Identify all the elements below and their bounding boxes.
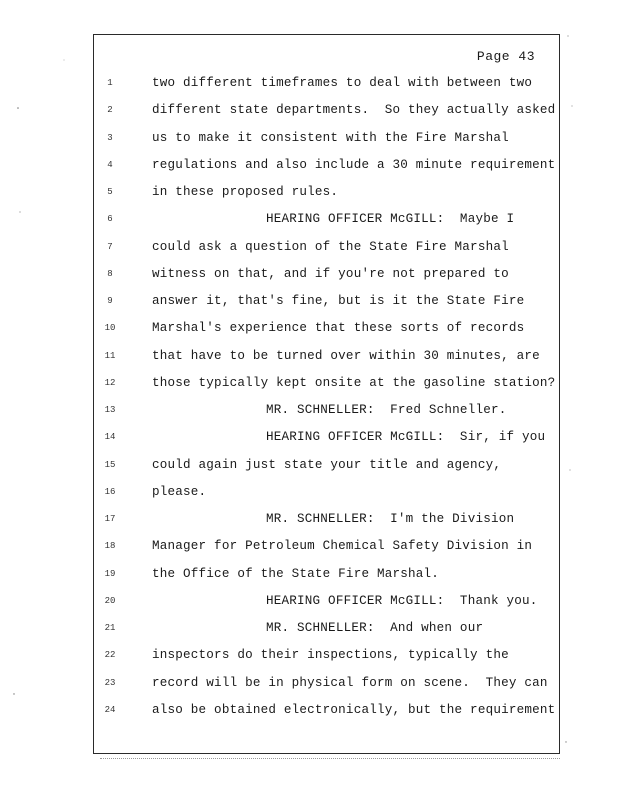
- line-number: 2: [107, 105, 113, 116]
- transcript-line: [94, 506, 559, 533]
- transcript-line: [94, 561, 559, 588]
- line-text: Manager for Petroleum Chemical Safety Division in: [152, 539, 533, 554]
- line-number: 23: [104, 677, 116, 688]
- transcript-line: [94, 206, 559, 233]
- transcript-line: [94, 97, 559, 124]
- line-number: 12: [104, 377, 116, 388]
- line-text: the Office of the State Fire Marshal.: [152, 566, 440, 581]
- line-number: 16: [104, 486, 116, 497]
- line-text: answer it, that's fine, but is it the State Fire: [152, 294, 525, 308]
- line-text: also be obtained electronically, but the requirement: [152, 702, 556, 717]
- speaker-line-text: HEARING OFFICER McGILL: Thank you.: [266, 593, 538, 608]
- transcript-line: [94, 642, 559, 669]
- transcript-line: [94, 179, 559, 206]
- line-number: 7: [107, 241, 113, 252]
- transcript-line: [94, 152, 559, 179]
- transcript-line: [94, 234, 559, 261]
- transcript-line: [94, 125, 559, 152]
- speaker-line-text: HEARING OFFICER McGILL: Maybe I: [266, 212, 515, 227]
- line-text: record will be in physical form on scene. They can: [152, 675, 548, 690]
- line-text: please.: [152, 484, 207, 499]
- line-number: 24: [104, 704, 116, 715]
- line-number: 21: [104, 623, 116, 633]
- transcript-line: [94, 424, 559, 451]
- line-text: two different timeframes to deal with between two: [152, 76, 533, 90]
- line-text: us to make it consistent with the Fire Marshal: [152, 130, 509, 145]
- scan-artifact-line: [100, 758, 560, 762]
- transcript-line: [94, 452, 559, 479]
- line-number: 1: [107, 78, 113, 88]
- line-number: 19: [104, 568, 116, 579]
- transcript-line: [94, 261, 559, 288]
- transcript-line: [94, 588, 559, 615]
- page-number: Page 43: [476, 49, 535, 64]
- speaker-line-text: HEARING OFFICER McGILL: Sir, if you: [266, 430, 546, 445]
- line-number: 10: [104, 323, 116, 334]
- line-number: 3: [107, 132, 113, 143]
- line-text: could again just state your title and agency,: [152, 457, 502, 472]
- line-text: those typically kept onsite at the gasoline station?: [152, 375, 556, 390]
- line-text: that have to be turned over within 30 minutes, are: [152, 348, 540, 363]
- line-text: could ask a question of the State Fire Marshal: [152, 239, 509, 254]
- transcript-page: [93, 34, 560, 754]
- line-number: 18: [104, 541, 116, 552]
- transcript-line: [94, 288, 559, 315]
- transcript-line: [94, 533, 559, 560]
- line-text: Marshal's experience that these sorts of records: [152, 321, 525, 336]
- line-number: 4: [107, 159, 113, 170]
- line-text: witness on that, and if you're not prepared to: [152, 266, 509, 281]
- line-number: 17: [104, 514, 116, 524]
- transcript-line: [94, 343, 559, 370]
- line-number: 11: [104, 350, 116, 361]
- line-number: 15: [104, 459, 116, 470]
- transcript-line: [94, 397, 559, 424]
- line-number: 14: [104, 432, 116, 443]
- line-text: regulations and also include a 30 minute requirement: [152, 157, 556, 172]
- speaker-line-text: MR. SCHNELLER: Fred Schneller.: [266, 403, 507, 417]
- line-number: 6: [107, 214, 113, 225]
- transcript-line: [94, 479, 559, 506]
- transcript-line: [94, 697, 559, 724]
- line-number: 5: [107, 187, 113, 197]
- line-text: inspectors do their inspections, typically the: [152, 648, 509, 663]
- transcript-line: [94, 70, 559, 97]
- transcript-line: [94, 370, 559, 397]
- line-text: in these proposed rules.: [152, 185, 339, 199]
- line-number: 22: [104, 650, 116, 661]
- transcript-line: [94, 615, 559, 642]
- transcript-line: [94, 315, 559, 342]
- line-number: 8: [107, 268, 113, 279]
- line-number: 13: [104, 405, 116, 415]
- transcript-body: [94, 70, 559, 724]
- speaker-line-text: MR. SCHNELLER: And when our: [266, 621, 484, 635]
- line-number: 20: [104, 595, 116, 606]
- transcript-line: [94, 670, 559, 697]
- speaker-line-text: MR. SCHNELLER: I'm the Division: [266, 512, 515, 526]
- line-number: 9: [107, 296, 113, 306]
- line-text: different state departments. So they actually asked: [152, 103, 556, 118]
